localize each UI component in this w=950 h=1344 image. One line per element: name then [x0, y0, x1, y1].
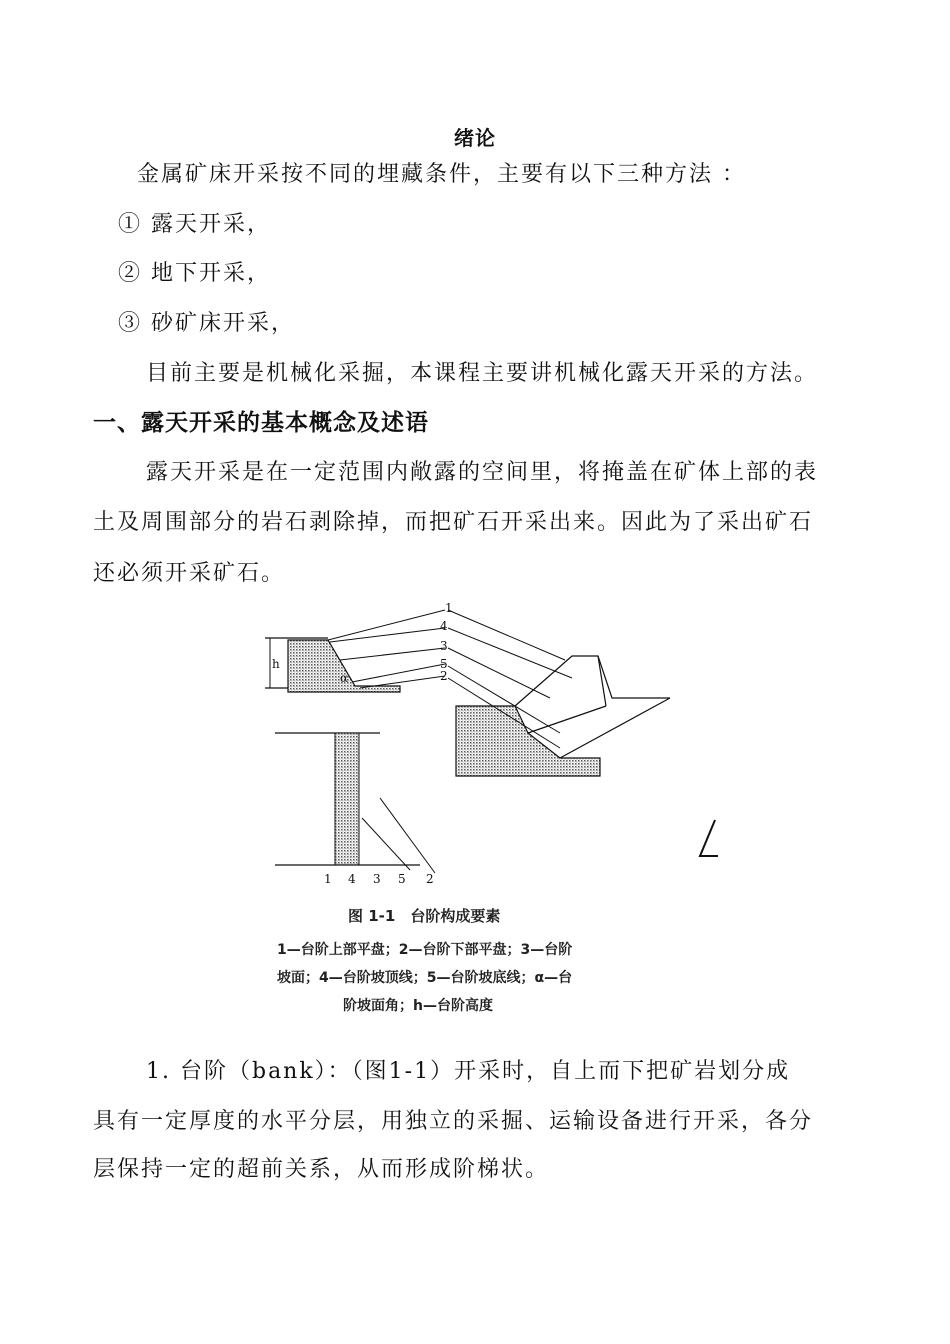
bench-plan-diagram — [275, 733, 435, 886]
bank-definition-line-3: 层保持一定的超前关系，从而形成阶梯状。 — [93, 1157, 550, 1182]
figure-caption-title: 图 1-1 台阶构成要素 — [348, 907, 501, 925]
section-paragraph-line-2: 土及周围部分的岩石剥除掉，而把矿石开采出来。因此为了采出矿石 — [93, 510, 814, 535]
leader-label-1: 1 — [445, 601, 453, 615]
leader-label-3: 3 — [440, 639, 448, 653]
bench-section-diagram — [265, 610, 445, 692]
angle-mark — [700, 820, 718, 856]
method-item-placer: ③ 砂矿床开采， — [118, 311, 295, 336]
plan-label-1: 1 — [324, 872, 332, 886]
figure-caption-line-1: 1—台阶上部平盘；2—台阶下部平盘；3—台阶 — [277, 942, 573, 958]
method-item-underground: ② 地下开采， — [118, 261, 271, 286]
method-item-open-pit: ① 露天开采， — [118, 212, 271, 237]
height-label: h — [272, 657, 280, 671]
intro-paragraph: 金属矿床开采按不同的埋藏条件，主要有以下三种方法 ： — [137, 162, 746, 187]
section-heading: 一、露天开采的基本概念及述语 — [93, 410, 429, 436]
leader-label-4: 4 — [440, 619, 448, 633]
bench-perspective-diagram — [448, 610, 670, 776]
plan-label-5: 5 — [398, 872, 406, 886]
bench-elements-figure — [260, 598, 730, 898]
bank-definition-line-1: 1. 台阶（bank）：（图1-1）开采时，自上而下把矿岩划分成 — [146, 1059, 791, 1084]
plan-label-4: 4 — [348, 872, 356, 886]
plan-label-2: 2 — [426, 872, 434, 886]
figure-caption-line-3: 阶坡面角；h—台阶高度 — [343, 998, 493, 1014]
figure-caption-line-2: 坡面；4—台阶坡顶线；5—台阶坡底线；α—台 — [277, 970, 573, 986]
bank-definition-line-2: 具有一定厚度的水平分层，用独立的采掘、运输设备进行开采，各分 — [93, 1109, 814, 1134]
section-paragraph-line-1: 露天开采是在一定范围内敞露的空间里，将掩盖在矿体上部的表 — [146, 460, 819, 485]
alpha-label: α — [340, 671, 349, 685]
plan-label-3: 3 — [373, 872, 381, 886]
leader-label-5: 5 — [440, 657, 448, 671]
current-method-paragraph: 目前主要是机械化采掘，本课程主要讲机械化露天开采的方法。 — [146, 361, 819, 386]
leader-label-2: 2 — [440, 669, 448, 683]
section-paragraph-line-3: 还必须开采矿石。 — [93, 561, 286, 586]
page-title: 绪论 — [454, 126, 496, 150]
